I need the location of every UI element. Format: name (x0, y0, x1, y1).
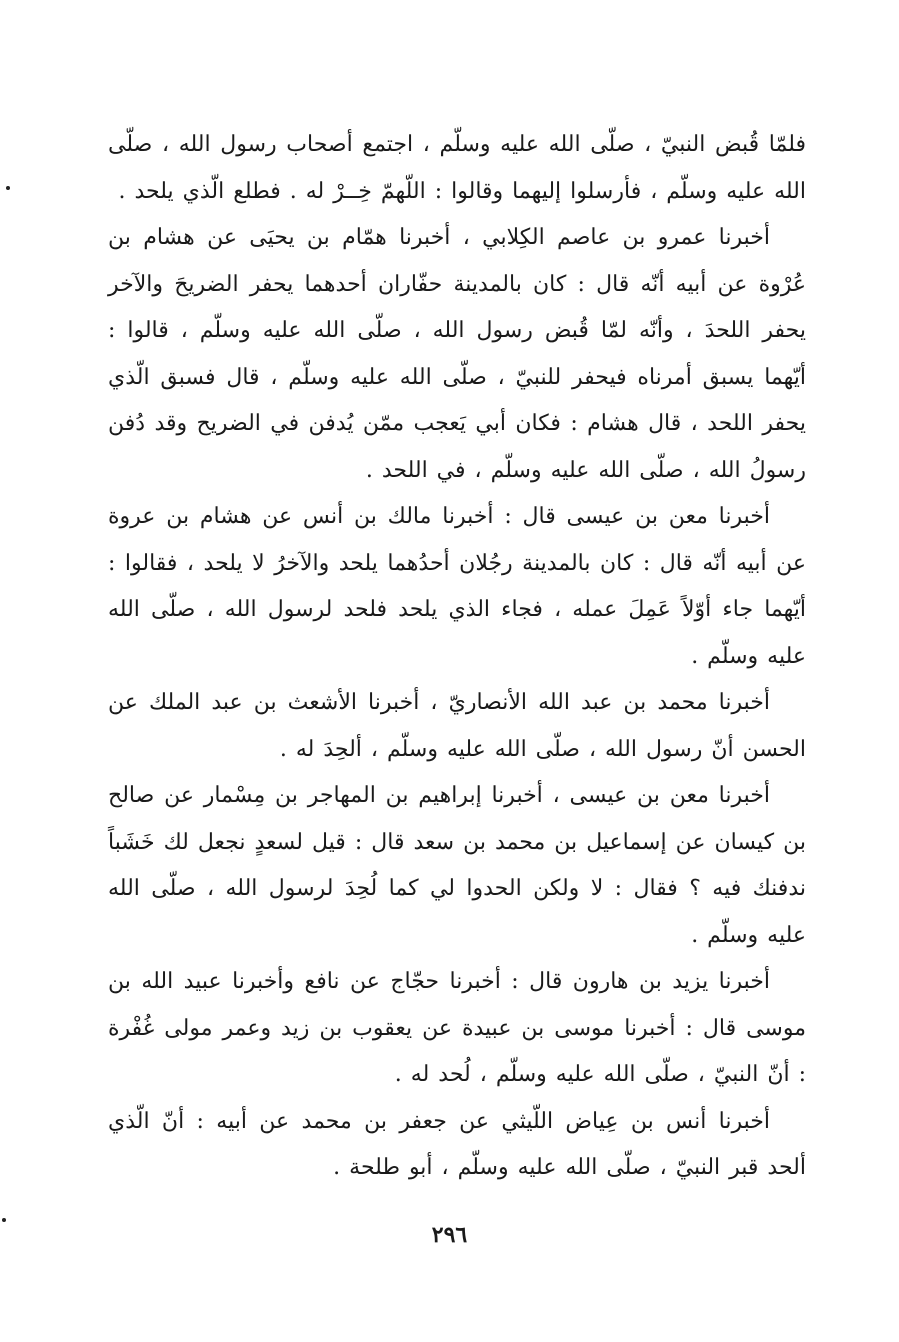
paragraph: أخبرنا عمرو بن عاصم الكِلابي ، أخبرنا همّام بن يحيَى عن هشام بن عُرْوة عن أبيه أنّه قال : كان بالمدينة حفّاران أحدهما يحفر الضريحَ والآخر يحفر اللحدَ ، وأنّه لمّا قُبض رسول الله ، صلّى الله عليه وسلّم ، قالوا : أيّهما يسبق أمرناه فيحفر للنبيّ ، صلّى الله عليه وسلّم ، قال فسبق الّذي يحفر اللحد ، قال هشام : فكان أبي يَعجب ممّن يُدفن في الضريح وقد دُفن رسولُ الله ، صلّى الله عليه وسلّم ، في اللحد . (108, 225, 806, 483)
page-number: ٢٩٦ (431, 1222, 468, 1248)
paragraph: أخبرنا معن بن عيسى قال : أخبرنا مالك بن أنس عن هشام بن عروة عن أبيه أنّه قال : كان بالمدينة رجُلان أحدُهما يلحد والآخرُ لا يلحد ، فقالوا : أيّهما جاء أوّلاً عَمِلَ عمله ، فجاء الذي يلحد فلحد لرسول الله ، صلّى الله عليه وسلّم . (108, 504, 806, 669)
paragraph: فلمّا قُبض النبيّ ، صلّى الله عليه وسلّم ، اجتمع أصحاب رسول الله ، صلّى الله عليه وسلّم ، فأرسلوا إليهما وقالوا : اللّهمّ خِــرْ له . فطلع الّذي يلحد . (108, 132, 806, 204)
paragraph: أخبرنا يزيد بن هارون قال : أخبرنا حجّاج عن نافع وأخبرنا عبيد الله بن موسى قال : أخبرنا موسى بن عبيدة عن يعقوب بن زيد وعمر مولى غُفْرة : أنّ النبيّ ، صلّى الله عليه وسلّم ، لُحد له . (108, 969, 806, 1087)
scan-mark (6, 186, 10, 190)
page-body (108, 122, 806, 1192)
paragraph: أخبرنا أنس بن عِياض اللّيثي عن جعفر بن محمد عن أبيه : أنّ الّذي ألحد قبر النبيّ ، صلّى الله عليه وسلّم ، أبو طلحة . (108, 1108, 806, 1180)
paragraph: أخبرنا معن بن عيسى ، أخبرنا إبراهيم بن المهاجر بن مِسْمار عن صالح بن كيسان عن إسماعيل بن محمد بن سعد قال : قيل لسعدٍ نجعل لك خَشَباً ندفنك فيه ؟ فقال : لا ولكن الحدوا لي كما لُحِدَ لرسول الله ، صلّى الله عليه وسلّم . (108, 783, 806, 948)
paragraph: أخبرنا محمد بن عبد الله الأنصاريّ ، أخبرنا الأشعث بن عبد الملك عن الحسن أنّ رسول الله ، صلّى الله عليه وسلّم ، ألحِدَ له . (108, 690, 806, 762)
